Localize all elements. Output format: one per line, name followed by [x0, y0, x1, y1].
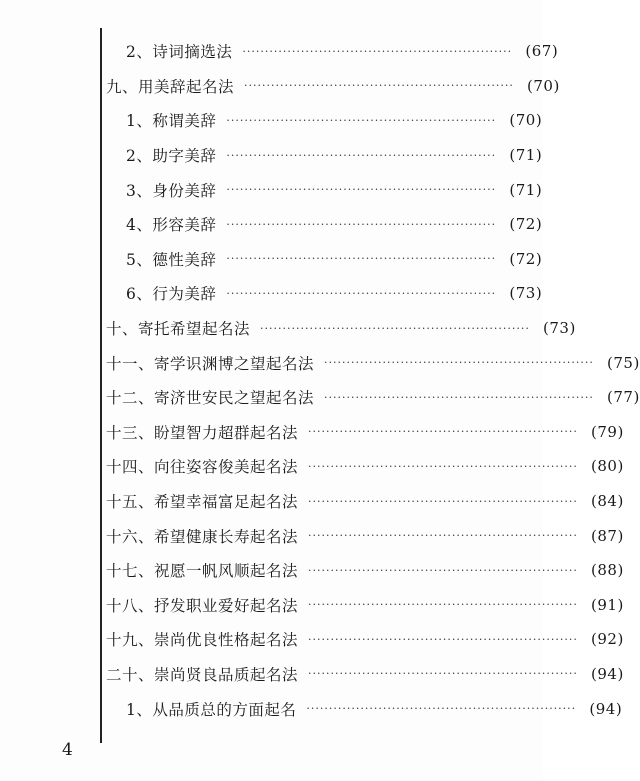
toc-entry-page: (92)	[591, 630, 624, 649]
toc-entry	[104, 415, 624, 450]
toc-entry-page: (72)	[509, 215, 543, 234]
toc-entry	[104, 691, 623, 726]
toc-entry	[104, 622, 624, 657]
toc-entry-title: 十三、盼望智力超群起名法	[106, 423, 299, 442]
toc-entry-title: 九、用美辞起名法	[106, 77, 235, 96]
toc-entry-page: (70)	[527, 76, 560, 95]
toc-entry-title: 1、称谓美辞	[126, 112, 217, 131]
toc-entry-page: (71)	[509, 146, 543, 165]
toc-entry-title: 4、形容美辞	[126, 216, 217, 235]
toc-entry	[104, 518, 624, 553]
toc-entry	[104, 103, 543, 138]
leader-dots: ····························································	[306, 702, 577, 716]
toc-entry-page: (94)	[589, 699, 623, 718]
table-of-contents	[104, 34, 640, 726]
toc-entry	[104, 276, 543, 311]
leader-dots: ····························································	[308, 529, 578, 543]
toc-entry	[104, 242, 543, 277]
toc-entry	[104, 380, 640, 415]
leader-dots: ····························································	[226, 286, 497, 300]
leader-dots: ····························································	[308, 632, 578, 646]
leader-dots: ····························································	[226, 148, 497, 162]
toc-entry	[104, 172, 543, 207]
toc-entry-title: 1、从品质总的方面起名	[126, 700, 297, 719]
toc-entry-page: (84)	[591, 492, 624, 511]
toc-entry	[104, 657, 624, 692]
toc-entry-page: (72)	[509, 249, 543, 268]
leader-dots: ····························································	[308, 425, 578, 439]
toc-entry-title: 5、德性美辞	[126, 250, 217, 269]
leader-dots: ····························································	[308, 667, 578, 681]
toc-entry-page: (91)	[591, 595, 624, 614]
leader-dots: ····························································	[242, 44, 513, 58]
toc-entry	[104, 553, 624, 588]
toc-entry	[104, 207, 543, 242]
toc-entry-title: 2、诗词摘选法	[126, 43, 233, 62]
toc-entry-page: (73)	[509, 284, 543, 303]
toc-entry-page: (67)	[525, 42, 559, 61]
toc-entry-title: 十六、希望健康长寿起名法	[106, 527, 299, 546]
toc-entry-title: 十二、寄济世安民之望起名法	[106, 389, 315, 408]
leader-dots: ····························································	[308, 598, 578, 612]
toc-entry	[104, 484, 624, 519]
toc-entry-page: (73)	[543, 319, 576, 338]
toc-entry-title: 十七、祝愿一帆风顺起名法	[106, 562, 299, 581]
margin-rule	[100, 28, 102, 743]
page-folio: 4	[62, 740, 73, 760]
toc-entry-title: 十八、抒发职业爱好起名法	[106, 596, 299, 615]
leader-dots: ····························································	[324, 390, 594, 404]
leader-dots: ····························································	[226, 113, 497, 127]
toc-entry-title: 十、寄托希望起名法	[106, 320, 251, 339]
leader-dots: ····························································	[324, 356, 594, 370]
leader-dots: ····························································	[308, 494, 578, 508]
toc-entry-page: (87)	[591, 526, 624, 545]
toc-entry-title: 十四、向往姿容俊美起名法	[106, 458, 299, 477]
toc-entry-page: (79)	[591, 422, 624, 441]
toc-entry-title: 2、助字美辞	[126, 147, 217, 166]
leader-dots: ····························································	[244, 79, 514, 93]
toc-entry	[104, 345, 640, 380]
toc-entry-title: 3、身份美辞	[126, 181, 217, 200]
leader-dots: ····························································	[308, 563, 578, 577]
toc-entry-title: 十五、希望幸福富足起名法	[106, 493, 299, 512]
toc-entry-title: 二十、崇尚贤良品质起名法	[106, 665, 299, 684]
toc-entry	[104, 69, 560, 104]
leader-dots: ····························································	[226, 183, 497, 197]
toc-entry-title: 6、行为美辞	[126, 285, 217, 304]
toc-entry-page: (94)	[591, 664, 624, 683]
toc-entry-page: (80)	[591, 457, 624, 476]
leader-dots: ····························································	[308, 459, 578, 473]
toc-entry	[104, 34, 559, 69]
toc-entry	[104, 449, 624, 484]
toc-entry-page: (77)	[607, 388, 640, 407]
toc-entry-page: (88)	[591, 561, 624, 580]
leader-dots: ····························································	[226, 217, 497, 231]
toc-entry	[104, 311, 576, 346]
toc-entry-title: 十九、崇尚优良性格起名法	[106, 631, 299, 650]
toc-entry-page: (75)	[607, 353, 640, 372]
leader-dots: ····························································	[226, 252, 497, 266]
leader-dots: ····························································	[260, 321, 530, 335]
toc-entry	[104, 138, 543, 173]
toc-entry-page: (71)	[509, 180, 543, 199]
toc-entry	[104, 588, 624, 623]
toc-entry-page: (70)	[509, 111, 543, 130]
toc-entry-title: 十一、寄学识渊博之望起名法	[106, 354, 315, 373]
